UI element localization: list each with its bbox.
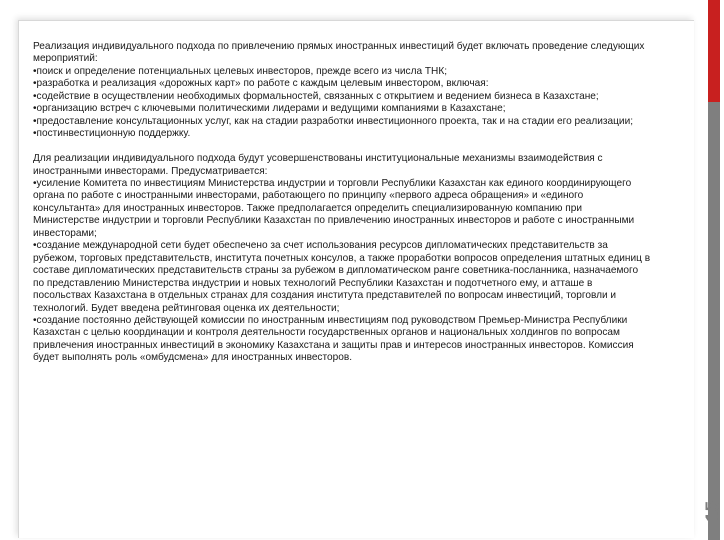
paragraph-block-mechanisms	[33, 153, 651, 365]
bullet-item: •создание международной сети будет обеспечено за счет использования ресурсов дипломатических представительств за рубежом, торговых представительств, института почетных консулов, а также проработки вопросов определения штатных единиц в составе дипломатических представительств страны за рубежом в дипломатическом ранге советника-посланника, назначаемого по представлению Министерства индустрии и новых технологий Республики Казахстан и подотчетного ему, и атташе в посольствах Казахстана в отдельных странах для создания института представителей по вопросам инвестиций, торговли и технологий. Будет введена рейтинговая оценка их деятельности;	[33, 240, 651, 314]
bullet-item: •разработка и реализация «дорожных карт» по работе с каждым целевым инвестором, включая:	[33, 78, 489, 90]
slide-body-text	[33, 41, 651, 365]
accent-bar-red	[708, 0, 720, 102]
bullet-item: •создание постоянно действующей комиссии по иностранным инвестициям под руководством Премьер-Министра Республики Казахстан с целью координации и контроля деятельности государственных органов и национальных холдингов по вопросам привлечения иностранных инвестиций в экономику Казахстана и защиты прав и интересов иностранных инвесторов. Комиссия будет выполнять роль «омбудсмена» для иностранных инвесторов.	[33, 314, 634, 364]
bullet-item: •предоставление консультационных услуг, как на стадии разработки инвестиционного проекта, так и на стадии его реализации;	[33, 115, 634, 127]
bullet-item: •организацию встреч с ключевыми политическими лидерами и ведущими компаниями в Казахстане;	[33, 103, 506, 115]
bullet-item: •поиск и определение потенциальных целевых инвесторов, прежде всего из числа ТНК;	[33, 65, 448, 77]
bullet-item: •содействие в осуществлении необходимых формальностей, связанных с открытием и ведением бизнеса в Казахстане;	[33, 90, 599, 102]
intro-paragraph: Реализация индивидуального подхода по привлечению прямых иностранных инвестиций будет включать проведение следующих мероприятий:	[33, 41, 645, 65]
paragraph-block-measures	[33, 41, 651, 141]
side-bar-gray	[708, 102, 720, 540]
bullet-item: •усиление Комитета по инвестициям Министерства индустрии и торговли Республики Казахстан как единого координирующего органа по работе с иностранными инвесторами, работающего по принципу «первого адреса обращения» и «единого консультанта» для иностранных инвесторов. Также предполагается определить специализированную компанию при Министерстве индустрии и торговли Республики Казахстан по привлечению иностранных инвесторов и работе с иностранными инвесторами;	[33, 177, 635, 239]
bullet-item: •постинвестиционную поддержку.	[33, 128, 191, 140]
intro-paragraph: Для реализации индивидуального подхода будут усовершенствованы институциональные механизмы взаимодействия с иностранными инвесторами. Предусматривается:	[33, 153, 603, 177]
page-number: 15	[703, 500, 724, 522]
